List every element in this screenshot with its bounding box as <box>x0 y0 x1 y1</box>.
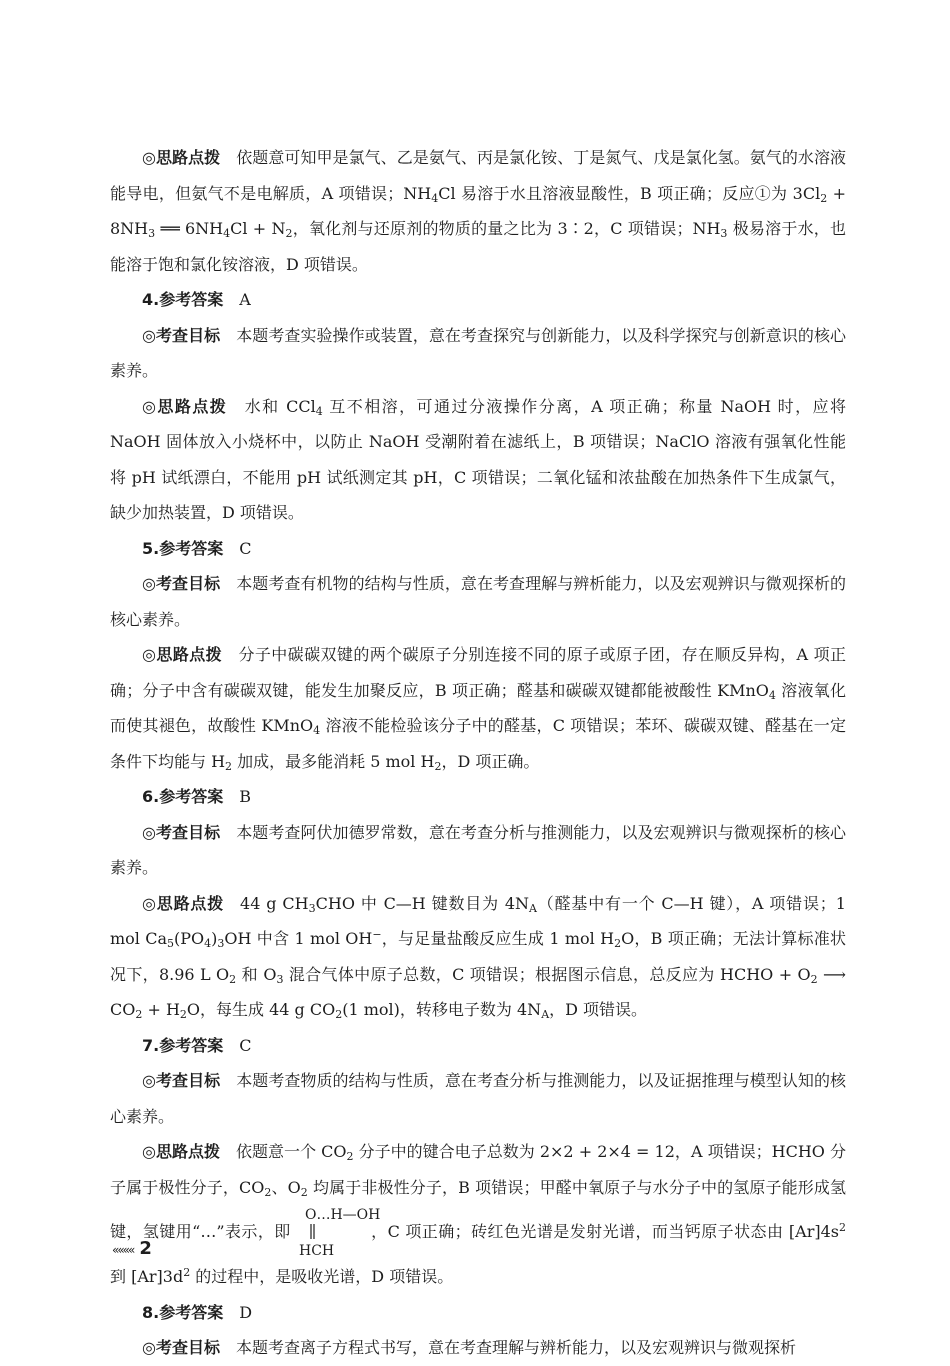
subscript: 2 <box>229 972 237 986</box>
goal-label: ◎考查目标 <box>142 822 221 842</box>
subscript: 2 <box>614 937 622 950</box>
subscript: 2 <box>225 759 233 773</box>
subscript: 4 <box>431 191 439 205</box>
superscript: 2 <box>183 1266 191 1279</box>
q6-hint <box>110 886 846 1028</box>
answer-content <box>110 140 846 1366</box>
q7-hint-text-a: 依题意一个 $CO_2$ 分子中的键合电子总数为 2×2 + 2×4 = 12，A 项错误；HCHO 分子属于极性分子，$CO_2$、$O_2$ 均属于非极性分子，B 项错误；甲醛中氧原子与水分子中的氢原子能形成氢键，氢键用“…”表示，即 <box>110 1142 846 1241</box>
subscript: 4 <box>223 227 231 240</box>
goal-label: ◎考查目标 <box>142 1338 220 1357</box>
subscript: 2 <box>264 1185 272 1199</box>
q4-goal-text: 本题考查实验操作或装置，意在考查探究与创新能力，以及科学探究与创新意识的核心素养。 <box>110 325 846 380</box>
hint-label: ◎思路点拨 <box>142 396 228 416</box>
goal-label: ◎考查目标 <box>142 574 221 593</box>
page-number: 2 <box>139 1238 152 1259</box>
page-footer <box>112 1238 152 1259</box>
footer-marks: «««« <box>112 1243 134 1257</box>
q5-answer: 5.参考答案 C <box>142 538 252 558</box>
q7-goal-text: 本题考查物质的结构与性质，意在考查分析与推测能力，以及证据推理与模型认知的核心素养。 <box>110 1071 846 1126</box>
q5-hint-text: 分子中碳碳双键的两个碳原子分别连接不同的原子或原子团，存在顺反异构，A 项正确；分子中含有碳碳双键，能发生加聚反应，B 项正确；醛基和碳碳双键都能被酸性 KMnO$_4$ 溶液氧化而使其褪色，故酸性 KMnO$_4$ 溶液不能检验该分子中的醛基，C 项错误；苯环、碳碳双键、醛基在一定条件下均能与 $H_2$ 加成，最多能消耗 5 mol $H_2$，D 项正确。 <box>110 645 846 773</box>
answer-label: 参考答案 <box>159 1035 224 1055</box>
q7-hint-text-b: ，C 项正确；砖红色光谱是发射光谱，而当钙原子状态由 $[Ar]4s^2$ 到 $[Ar]3d^2$ 的过程中，是吸收光谱，D 项错误。 <box>110 1220 846 1286</box>
subscript: A <box>541 1008 550 1021</box>
subscript: 2 <box>179 1008 187 1021</box>
q4-answer: 4.参考答案 A <box>142 290 251 309</box>
answer-label: 参考答案 <box>159 538 224 558</box>
subscript: 2 <box>300 1185 308 1199</box>
q4-answer-value: A <box>239 290 251 309</box>
q5-goal-text: 本题考查有机物的结构与性质，意在考查理解与辨析能力，以及宏观辨识与微观探析的核心素养。 <box>110 574 846 629</box>
subscript: 2 <box>434 759 442 773</box>
q5-answer-value: C <box>239 538 252 558</box>
q8-goal <box>110 1330 846 1366</box>
hint-label: ◎思路点拨 <box>142 645 223 664</box>
subscript: 2 <box>810 972 818 986</box>
q6-hint-text: 44 g $CH_3CHO$ 中 C—H 键数目为 $4N_A$（醛基中有一个 C—H 键），A 项错误；1 mol $Ca_5(PO_4)_3OH$ 中含 1 mol OH−，与足量盐酸反应生成 1 mol $H_2O$，B 项正确；无法计算标准状况下，8.96 L $O_2$ 和 $O_3$ 混合气体中原子总数，C 项错误；根据图示信息，总反应为 HCHO + $O_2$ ⟶ $CO_2 + H_2O$，每生成 44 g $CO_2(1$ mol)，转移电子数为 $4N_A$，D 项错误。 <box>110 893 846 1021</box>
q3-hint <box>110 140 846 282</box>
hint-label: ◎思路点拨 <box>142 893 225 913</box>
q6-answer: 6.参考答案 B <box>142 787 251 806</box>
answer-label: 参考答案 <box>159 290 224 309</box>
q4-hint-text: 水和 CCl$_4$ 互不相溶，可通过分液操作分离，A 项正确；称量 NaOH 时，应将 NaOH 固体放入小烧杯中，以防止 NaOH 受潮附着在滤纸上，B 项错误；NaClO 溶液有强氧化性能将 pH 试纸漂白，不能用 pH 试纸测定其 pH，C 项错误；二氧化锰和浓盐酸在加热条件下生成氯气，缺少加热装置，D 项错误。 <box>110 396 846 522</box>
q8-goal-text: 本题考查离子方程式书写，意在考查理解与辨析能力，以及宏观辨识与微观探析 <box>235 1338 796 1357</box>
subscript: 4 <box>768 688 776 702</box>
subscript: 4 <box>315 404 323 418</box>
hint-label: ◎思路点拨 <box>142 148 221 167</box>
answer-label: 参考答案 <box>159 787 224 806</box>
subscript: 5 <box>167 937 175 950</box>
subscript: 3 <box>720 227 728 240</box>
superscript: 2 <box>838 1220 846 1234</box>
q4-goal <box>110 318 846 389</box>
subscript: 2 <box>346 1150 354 1163</box>
q7-answer: 7.参考答案 C <box>142 1035 252 1055</box>
molecule-top: O…H—OH <box>304 1207 381 1223</box>
subscript: 2 <box>335 1008 343 1021</box>
q4-hint <box>110 389 846 531</box>
q5-goal <box>110 566 846 637</box>
subscript: 4 <box>313 724 321 737</box>
q3-hint-text: 依题意可知甲是氯气、乙是氨气、丙是氯化铵、丁是氮气、戊是氯化氢。氨气的水溶液能导电，但氨气不是电解质，A 项错误；$NH_4Cl$ 易溶于水且溶液显酸性，B 项正确；反应①为 $3Cl_2 + 8NH_3$ ══ $6NH_4Cl + N_2$，氧化剂与还原剂的物质的量之比为 3∶2，C 项错误；$NH_3$ 极易溶于水，也能溶于饱和氯化铵溶液，D 项错误。 <box>110 148 846 274</box>
subscript: A <box>529 901 537 915</box>
q7-hint <box>110 1134 846 1295</box>
subscript: 2 <box>285 227 293 240</box>
q7-answer-value: C <box>239 1035 252 1055</box>
q6-goal <box>110 815 846 886</box>
q8-answer-value: D <box>239 1302 253 1322</box>
q8-answer: 8.参考答案 D <box>142 1302 253 1322</box>
subscript: 3 <box>148 227 156 240</box>
subscript: 3 <box>217 937 225 950</box>
molecule-bottom: HCH <box>298 1243 334 1259</box>
q7-goal <box>110 1063 846 1134</box>
goal-label: ◎考查目标 <box>142 325 221 345</box>
q6-goal-text: 本题考查阿伏加德罗常数，意在考查分析与推测能力，以及宏观辨识与微观探析的核心素养。 <box>110 822 846 877</box>
superscript: − <box>372 928 382 941</box>
q6-answer-value: B <box>239 787 251 806</box>
answer-label: 参考答案 <box>159 1302 224 1322</box>
subscript: 3 <box>276 972 284 986</box>
hydrogen-bond-structure <box>291 1205 381 1259</box>
subscript: 2 <box>135 1008 143 1021</box>
subscript: 2 <box>820 191 828 205</box>
q5-hint <box>110 637 846 779</box>
subscript: 4 <box>204 937 212 950</box>
hint-label: ◎思路点拨 <box>142 1142 221 1161</box>
subscript: 3 <box>308 901 316 915</box>
goal-label: ◎考查目标 <box>142 1071 221 1090</box>
